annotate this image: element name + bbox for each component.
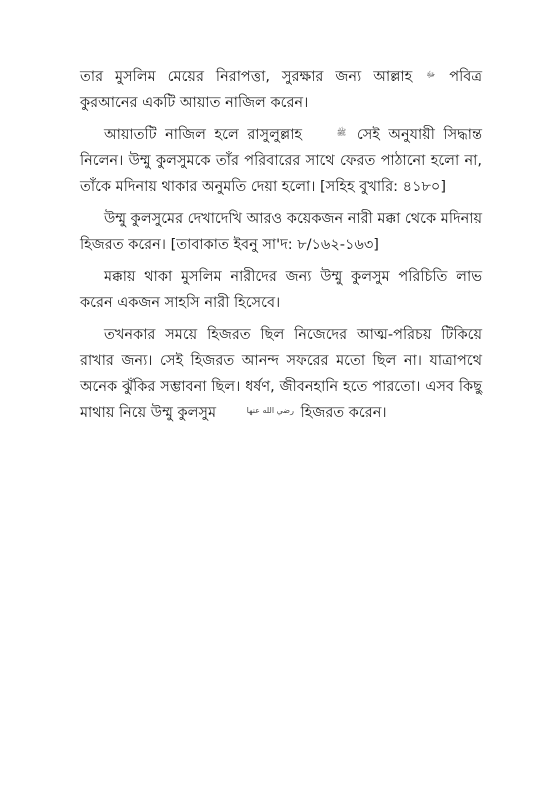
paragraph-text: তার মুসলিম মেয়ের নিরাপত্তা, সুরক্ষার জন্য আল্লাহ <box>80 69 425 85</box>
paragraph-text: পবিত্র কুরআনের একটি আয়াত নাজিল করেন। <box>80 69 482 111</box>
paragraph-5 <box>80 322 482 426</box>
paragraph-1 <box>80 64 482 116</box>
paragraph-4 <box>80 264 482 316</box>
paragraph-3 <box>80 206 482 258</box>
paragraph-text: হিজরত করেন। <box>295 405 387 421</box>
page-body <box>80 64 482 432</box>
paragraph-text: সেই অনুযায়ী সিদ্ধান্ত নিলেন। উম্মু কুলসুমকে তাঁর পরিবারের সাথে ফেরত পাঠানো হলো না, তাঁকে মদিনায় থাকার অনুমতি দেয়া হলো। [সহিহ বুখারি: ৪১৮০] <box>80 127 482 195</box>
honorific-glyph: ﷺ <box>336 128 347 137</box>
paragraph-2 <box>80 122 482 200</box>
paragraph-text: তখনকার সময়ে হিজরত ছিল নিজেদের আত্ম-পরিচয় টিকিয়ে রাখার জন্য। সেই হিজরত আনন্দ সফরের মতো ছিল না। যাত্রাপথে অনেক ঝুঁকির সম্ভাবনা ছিল। ধর্ষণ, জীবনহানি হতে পারতো। এসব কিছু মাথায় নিয়ে উম্মু কুলসুম <box>80 327 482 421</box>
paragraph-text: মক্কায় থাকা মুসলিম নারীদের জন্য উম্মু কুলসুম পরিচিতি লাভ করেন একজন সাহসি নারী হিসেবে। <box>80 269 482 311</box>
honorific-glyph: ﷻ <box>426 70 436 79</box>
honorific-glyph: رضي الله عنها <box>246 406 294 415</box>
paragraph-text: আয়াতটি নাজিল হলে রাসুলুল্লাহ <box>104 127 311 143</box>
paragraph-text: উম্মু কুলসুমের দেখাদেখি আরও কয়েকজন নারী মক্কা থেকে মদিনায় হিজরত করেন। [তাবাকাত ইবনু সা'দ: ৮/১৬২-১৬৩] <box>80 211 482 253</box>
